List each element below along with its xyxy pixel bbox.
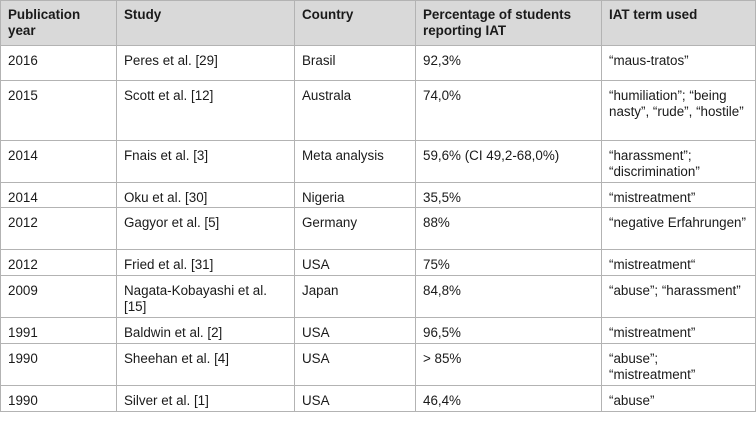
- cell-country: USA: [295, 344, 416, 386]
- cell-country: USA: [295, 386, 416, 412]
- table-row: [1, 250, 756, 276]
- cell-iat-term: “maus-tratos”: [602, 46, 756, 81]
- cell-country: USA: [295, 250, 416, 276]
- table-row: [1, 81, 756, 141]
- cell-percentage: 46,4%: [416, 386, 602, 412]
- cell-year: 2012: [1, 250, 117, 276]
- cell-year: 2009: [1, 276, 117, 318]
- table-row: [1, 386, 756, 412]
- cell-iat-term: “abuse”; “harassment”: [602, 276, 756, 318]
- table-row: [1, 276, 756, 318]
- header-publication-year: Publication year: [1, 1, 117, 46]
- cell-percentage: 96,5%: [416, 318, 602, 344]
- cell-year: 2014: [1, 183, 117, 208]
- cell-study: Oku et al. [30]: [117, 183, 295, 208]
- table-row: [1, 208, 756, 250]
- cell-country: Japan: [295, 276, 416, 318]
- cell-percentage: 88%: [416, 208, 602, 250]
- cell-iat-term: “mistreatment“: [602, 250, 756, 276]
- cell-year: 1990: [1, 344, 117, 386]
- cell-percentage: > 85%: [416, 344, 602, 386]
- cell-percentage: 74,0%: [416, 81, 602, 141]
- cell-country: Brasil: [295, 46, 416, 81]
- cell-percentage: 75%: [416, 250, 602, 276]
- cell-iat-term: “mistreatment”: [602, 318, 756, 344]
- cell-study: Scott et al. [12]: [117, 81, 295, 141]
- header-study: Study: [117, 1, 295, 46]
- cell-percentage: 92,3%: [416, 46, 602, 81]
- cell-iat-term: “abuse”: [602, 386, 756, 412]
- cell-country: USA: [295, 318, 416, 344]
- cell-percentage: 59,6% (CI 49,2-68,0%): [416, 141, 602, 183]
- cell-study: Peres et al. [29]: [117, 46, 295, 81]
- cell-year: 1991: [1, 318, 117, 344]
- cell-percentage: 84,8%: [416, 276, 602, 318]
- cell-iat-term: “negative Erfahrungen”: [602, 208, 756, 250]
- cell-study: Gagyor et al. [5]: [117, 208, 295, 250]
- cell-iat-term: “harassment”; “discrimination”: [602, 141, 756, 183]
- cell-year: 2014: [1, 141, 117, 183]
- header-iat-term: IAT term used: [602, 1, 756, 46]
- cell-study: Silver et al. [1]: [117, 386, 295, 412]
- cell-country: Meta analysis: [295, 141, 416, 183]
- cell-year: 2015: [1, 81, 117, 141]
- cell-country: Germany: [295, 208, 416, 250]
- table-row: [1, 141, 756, 183]
- cell-percentage: 35,5%: [416, 183, 602, 208]
- table-row: [1, 318, 756, 344]
- cell-study: Baldwin et al. [2]: [117, 318, 295, 344]
- cell-year: 2012: [1, 208, 117, 250]
- cell-iat-term: “mistreatment”: [602, 183, 756, 208]
- cell-country: Nigeria: [295, 183, 416, 208]
- table-row: [1, 183, 756, 208]
- table-row: [1, 344, 756, 386]
- cell-study: Sheehan et al. [4]: [117, 344, 295, 386]
- cell-iat-term: “humiliation”; “being nasty”, “rude”, “hostile”: [602, 81, 756, 141]
- cell-iat-term: “abuse”; “mistreatment”: [602, 344, 756, 386]
- cell-study: Fnais et al. [3]: [117, 141, 295, 183]
- cell-study: Nagata-Kobayashi et al. [15]: [117, 276, 295, 318]
- cell-study: Fried et al. [31]: [117, 250, 295, 276]
- header-country: Country: [295, 1, 416, 46]
- cell-year: 1990: [1, 386, 117, 412]
- header-percentage: Percentage of students reporting IAT: [416, 1, 602, 46]
- header-row: [1, 1, 756, 46]
- table-row: [1, 46, 756, 81]
- cell-country: Australa: [295, 81, 416, 141]
- cell-year: 2016: [1, 46, 117, 81]
